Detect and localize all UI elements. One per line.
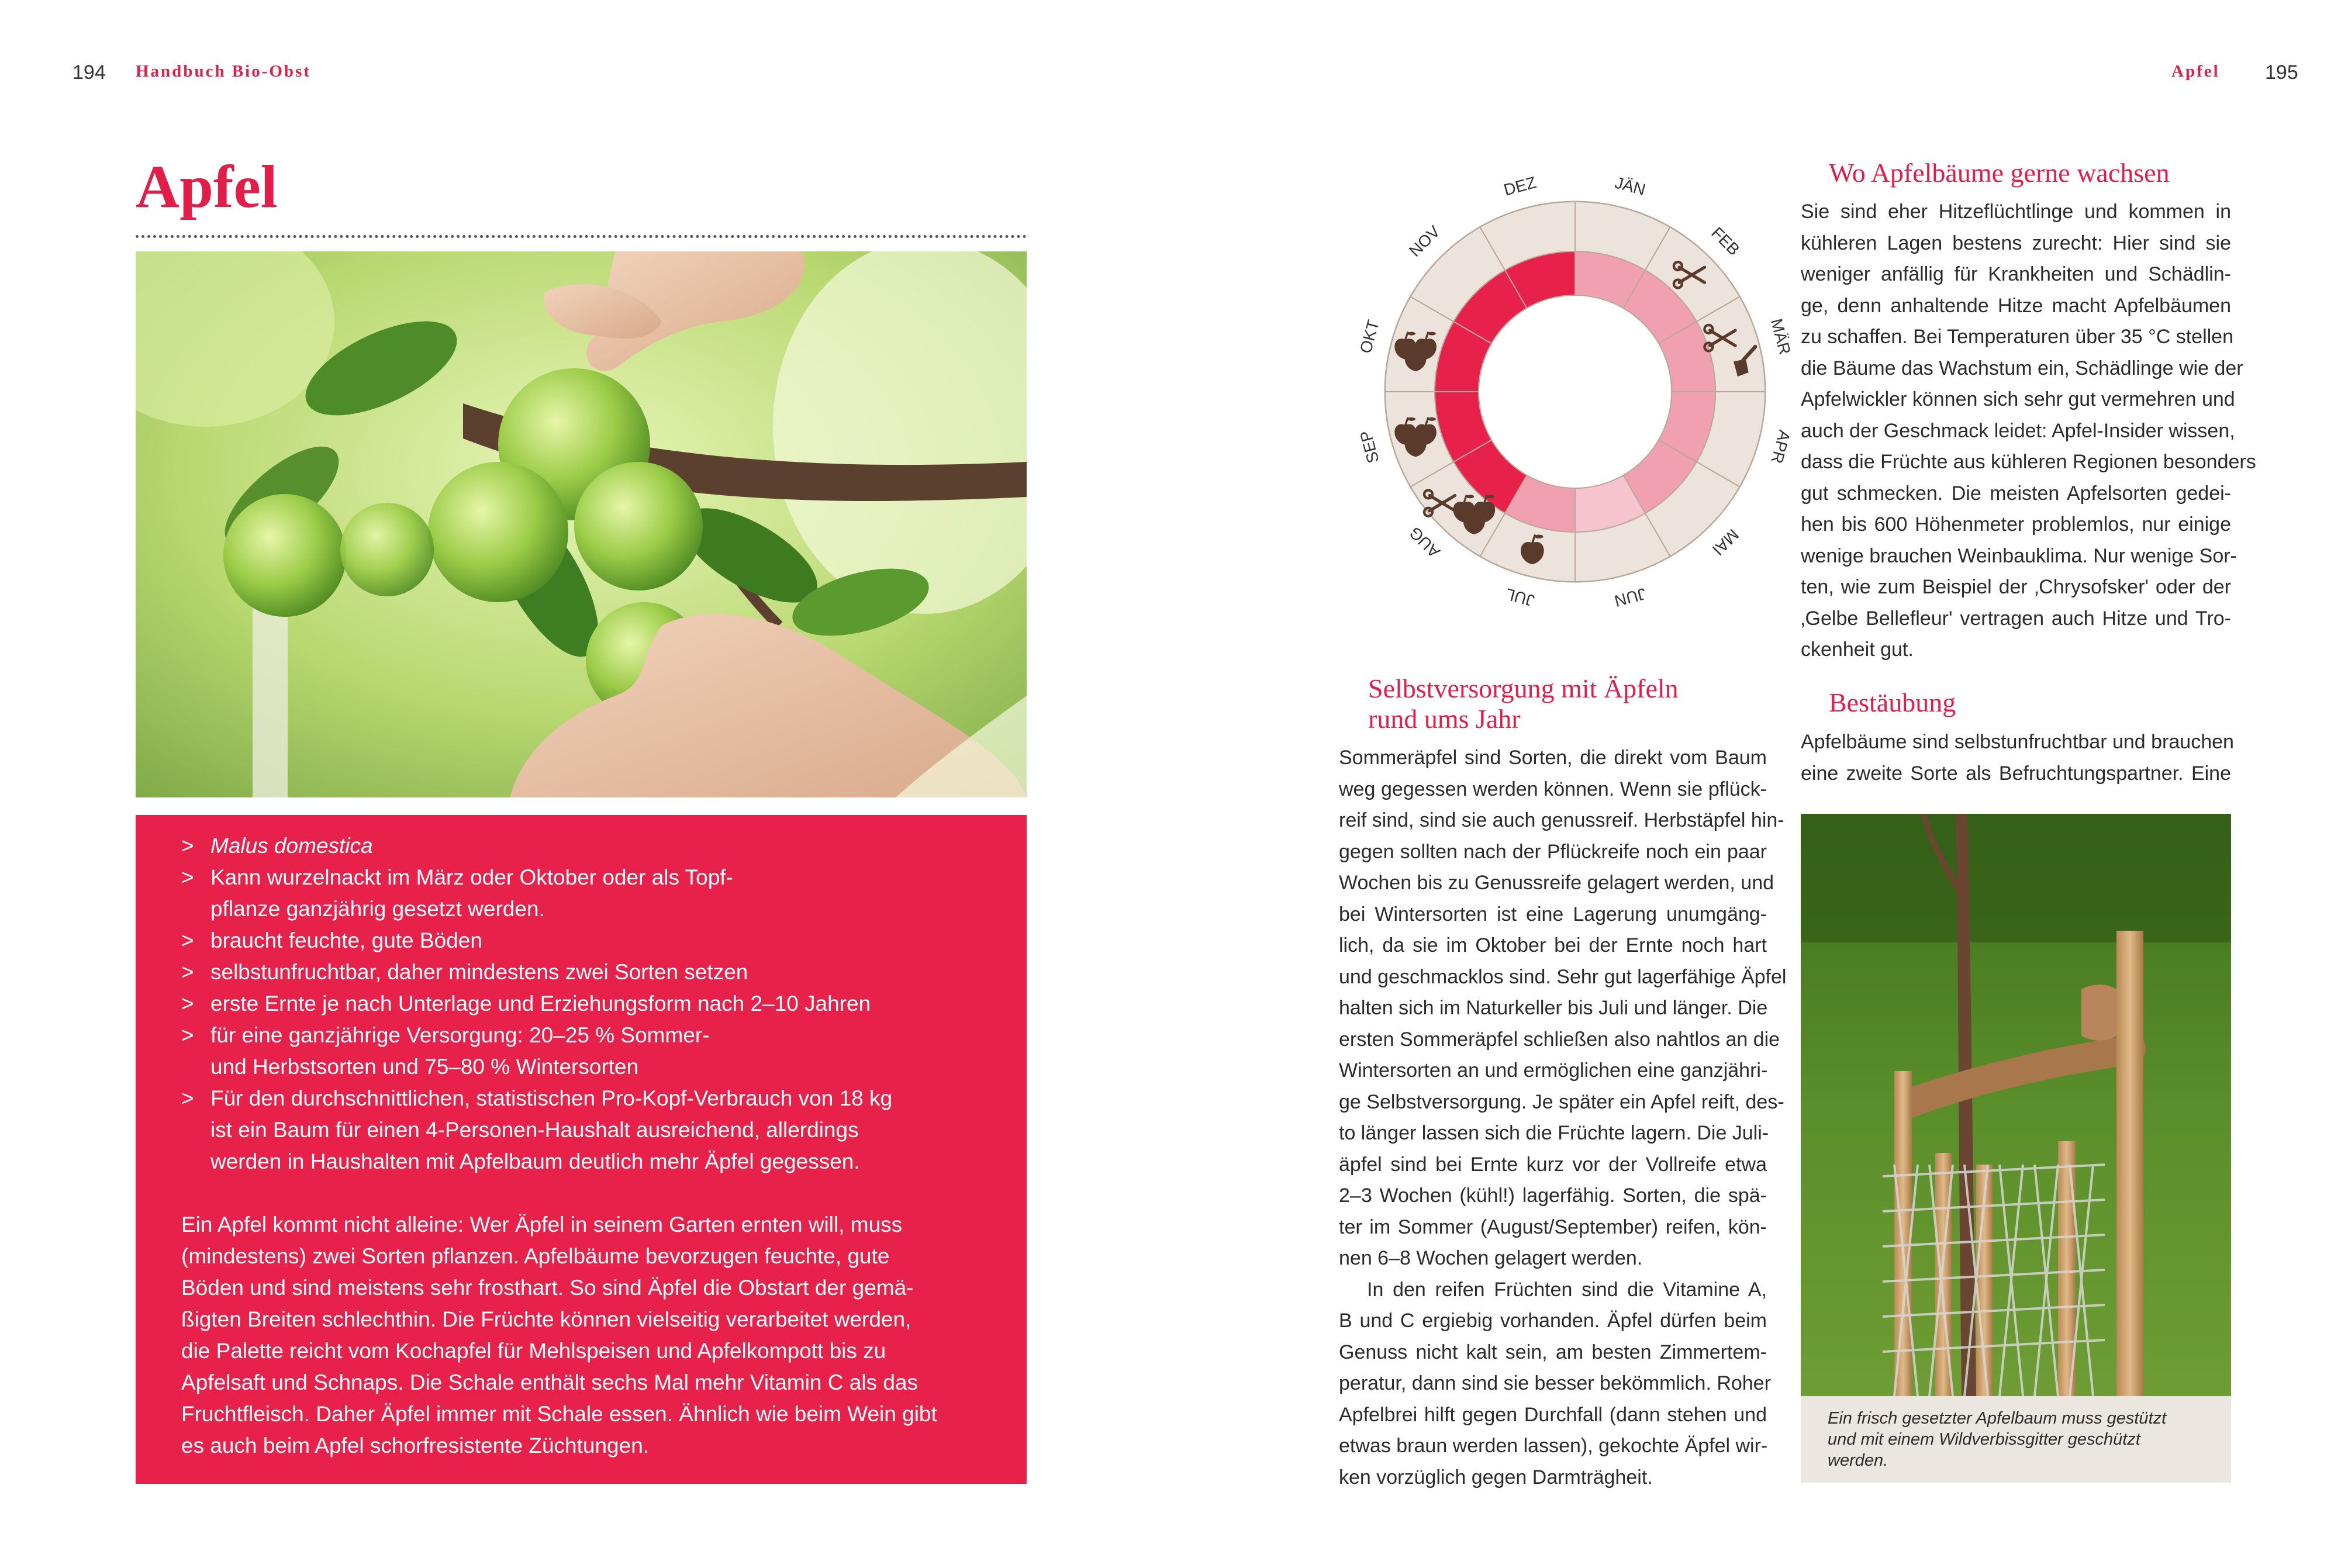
bullet-arrow-icon: > bbox=[181, 865, 194, 889]
page-title: Apfel bbox=[136, 153, 278, 220]
fact-line: erste Ernte je nach Unterlage und Erziehungsform nach 2–10 Jahren bbox=[210, 992, 871, 1016]
young-tree-photo bbox=[1801, 814, 2231, 1396]
text-line: ter im Sommer (August/September) reifen, kön- bbox=[1339, 1215, 1767, 1238]
text-line: ckenheit gut. bbox=[1801, 638, 1914, 661]
fact-line: pflanze ganzjährig gesetzt werden. bbox=[210, 897, 545, 921]
wachsen-heading: Wo Apfelbäume gerne wachsen bbox=[1829, 158, 2170, 188]
text-line: ‚Gelbe Bellefleur' vertragen auch Hitze und Tro- bbox=[1801, 607, 2231, 630]
wheel-month-label: JUL bbox=[1503, 585, 1536, 610]
text-line: ge Selbstversorgung. Je später ein Apfel reift, des- bbox=[1339, 1090, 1784, 1113]
wheel-month-label: DEZ bbox=[1501, 173, 1538, 199]
text-line: Wochen bis zu Genussreife gelagert werden, und bbox=[1339, 872, 1774, 894]
bullet-arrow-icon: > bbox=[181, 992, 194, 1016]
wheel-month-label: OKT bbox=[1356, 317, 1383, 355]
wheel-month-label: FEB bbox=[1708, 223, 1743, 259]
text-line: hen bis 600 Höhenmeter problemlos, nur einige bbox=[1801, 513, 2231, 536]
text-line: Apfelwickler können sich sehr gut vermehren und bbox=[1801, 388, 2235, 410]
seasonal-wheel bbox=[1318, 134, 1832, 649]
facts-paragraph-line: ßigten Breiten schlechthin. Die Früchte können vielseitig verarbeitet werden, bbox=[181, 1307, 911, 1331]
text-line: gut schmecken. Die meisten Apfelsorten gedei- bbox=[1801, 482, 2231, 505]
facts-paragraph bbox=[181, 1209, 992, 1462]
seasonal-wheel-graphic bbox=[1318, 134, 1832, 649]
fact-item bbox=[181, 1083, 992, 1177]
fact-item bbox=[181, 862, 992, 925]
facts-list bbox=[181, 830, 992, 1177]
wheel-month-label: MAI bbox=[1708, 525, 1743, 559]
title-dotted-rule bbox=[136, 235, 1027, 238]
text-line: und geschmacklos sind. Sehr gut lagerfähige Äpfel bbox=[1339, 965, 1787, 988]
fact-item bbox=[181, 956, 992, 988]
facts-paragraph-line: Böden und sind meistens sehr frosthart. So sind Äpfel die Obstart der gemä- bbox=[181, 1276, 914, 1300]
photo-caption bbox=[1801, 1396, 2231, 1483]
text-line: bei Wintersorten ist eine Lagerung unumgäng- bbox=[1339, 903, 1767, 925]
caption-line: Ein frisch gesetzter Apfelbaum muss gestützt bbox=[1828, 1409, 2167, 1428]
facts-paragraph-line: die Palette reicht vom Kochapfel für Mehlspeisen und Apfelkompott bis zu bbox=[181, 1339, 886, 1363]
text-line: ersten Sommeräpfel schließen also nahtlos an die bbox=[1339, 1028, 1780, 1051]
fact-line: Kann wurzelnackt im März oder Oktober oder als Topf- bbox=[210, 865, 733, 889]
text-line: Sie sind eher Hitzeflüchtlinge und kommen in bbox=[1801, 201, 2231, 223]
text-line: ten, wie zum Beispiel der ‚Chrysofsker' oder der bbox=[1801, 576, 2231, 598]
text-line: halten sich im Naturkeller bis Juli und länger. Die bbox=[1339, 997, 1768, 1019]
wheel-center bbox=[1479, 295, 1672, 488]
wheel-month-label: AUG bbox=[1406, 523, 1444, 561]
text-line: Apfelbäume sind selbstunfruchtbar und brauchen bbox=[1801, 731, 2234, 753]
selbstversorgung-text bbox=[1339, 742, 1787, 1493]
facts-paragraph-line: es auch beim Apfel schorfresistente Züchtungen. bbox=[181, 1434, 650, 1458]
text-line: weniger anfällig für Krankheiten und Schädlin- bbox=[1801, 263, 2231, 285]
wachsen-text bbox=[1801, 196, 2256, 666]
bullet-arrow-icon: > bbox=[181, 960, 194, 984]
text-line: äpfel sind bei Ernte kurz vor der Vollreife etwa bbox=[1339, 1153, 1767, 1176]
text-line: 2–3 Wochen (kühl!) lagerfähig. Sorten, die spä- bbox=[1339, 1184, 1767, 1207]
fact-item bbox=[181, 1020, 992, 1083]
wheel-month-label: SEP bbox=[1356, 429, 1383, 465]
text-line: Genuss nicht kalt sein, am besten Zimmertem- bbox=[1339, 1341, 1767, 1363]
text-line: reif sind, sind sie auch genussreif. Herbstäpfel hin- bbox=[1339, 809, 1784, 831]
fact-item bbox=[181, 988, 992, 1020]
text-line: zu schaffen. Bei Temperaturen über 35 °C stellen bbox=[1801, 326, 2233, 348]
text-line: wenige brauchen Weinbauklima. Nur wenige Sor- bbox=[1801, 544, 2237, 567]
text-line: die Bäume das Wachstum ein, Schädlinge wie der bbox=[1801, 357, 2243, 379]
fact-line: für eine ganzjährige Versorgung: 20–25 % Sommer- bbox=[210, 1023, 710, 1047]
caption-line: und mit einem Wildverbissgitter geschützt bbox=[1828, 1430, 2140, 1449]
facts-paragraph-line: Apfelsaft und Schnaps. Die Schale enthält sechs Mal mehr Vitamin C als das bbox=[181, 1370, 919, 1394]
text-line: auch der Geschmack leidet: Apfel-Insider wissen, bbox=[1801, 419, 2235, 442]
fact-line: und Herbstsorten und 75–80 % Wintersorten bbox=[210, 1055, 639, 1079]
apple-branch-photo bbox=[136, 251, 1027, 797]
text-line: In den reifen Früchten sind die Vitamine A, bbox=[1367, 1278, 1767, 1301]
text-line: Wintersorten an und ermöglichen eine ganzjähri- bbox=[1339, 1059, 1768, 1082]
text-line: to länger lassen sich die Früchte lagern. Die Juli- bbox=[1339, 1122, 1769, 1144]
wheel-month-label: NOV bbox=[1406, 222, 1444, 260]
facts-paragraph-line: (mindestens) zwei Sorten pflanzen. Apfelbäume bevorzugen feuchte, gute bbox=[181, 1244, 890, 1268]
bullet-arrow-icon: > bbox=[181, 834, 194, 858]
caption-line: werden. bbox=[1828, 1451, 1888, 1470]
facts-paragraph-line: Fruchtfleisch. Daher Äpfel immer mit Schale essen. Ähnlich wie beim Wein gibt bbox=[181, 1402, 937, 1426]
text-line: peratur, dann sind sie besser bekömmlich. Roher bbox=[1339, 1372, 1771, 1394]
wheel-month-label: JUN bbox=[1612, 584, 1648, 610]
text-line: weg gegessen werden können. Wenn sie pflück- bbox=[1339, 778, 1767, 800]
wheel-month-label: APR bbox=[1767, 428, 1794, 466]
text-line: ken vorzüglich gegen Darmträgheit. bbox=[1339, 1466, 1653, 1488]
facts-paragraph-line: Ein Apfel kommt nicht alleine: Wer Äpfel in seinem Garten ernten will, muss bbox=[181, 1213, 903, 1237]
selbstversorgung-heading-line: rund ums Jahr bbox=[1368, 704, 1521, 734]
right-running-head: Apfel bbox=[2171, 62, 2220, 81]
text-line: kühleren Lagen bestens zurecht: Hier sind sie bbox=[1801, 232, 2231, 254]
wheel-month-label: MÄR bbox=[1767, 316, 1794, 357]
fact-line: Für den durchschnittlichen, statistischen Pro-Kopf-Verbrauch von 18 kg bbox=[210, 1086, 893, 1110]
selbstversorgung-heading-line: Selbstversorgung mit Äpfeln bbox=[1368, 674, 1679, 703]
fact-line: ist ein Baum für einen 4-Personen-Haushalt ausreichend, allerdings bbox=[210, 1118, 859, 1142]
fact-item bbox=[181, 830, 992, 862]
fact-line: braucht feuchte, gute Böden bbox=[210, 928, 482, 952]
text-line: nen 6–8 Wochen gelagert werden. bbox=[1339, 1247, 1643, 1269]
text-line: eine zweite Sorte als Befruchtungspartner. Eine bbox=[1801, 762, 2231, 785]
selbstversorgung-heading bbox=[1368, 674, 1679, 734]
fact-line: werden in Haushalten mit Apfelbaum deutlich mehr Äpfel gegessen. bbox=[210, 1149, 860, 1173]
text-line: ge, denn anhaltende Hitze macht Apfelbäumen bbox=[1801, 294, 2231, 317]
text-line: B und C ergiebig vorhanden. Äpfel dürfen beim bbox=[1339, 1310, 1767, 1332]
left-running-head: Handbuch Bio-Obst bbox=[136, 62, 312, 81]
wheel-month-label: JÄN bbox=[1612, 173, 1648, 199]
bestaeubung-heading: Bestäubung bbox=[1829, 688, 1956, 717]
text-line: Sommeräpfel sind Sorten, die direkt vom Baum bbox=[1339, 747, 1767, 769]
left-page-number: 194 bbox=[72, 61, 106, 84]
fact-line: Malus domestica bbox=[210, 834, 373, 858]
bullet-arrow-icon: > bbox=[181, 1023, 194, 1047]
text-line: Apfelbrei hilft gegen Durchfall (dann stehen und bbox=[1339, 1403, 1767, 1426]
text-line: etwas braun werden lassen), gekochte Äpfel wir- bbox=[1339, 1435, 1768, 1457]
bullet-arrow-icon: > bbox=[181, 928, 194, 952]
bestaeubung-text bbox=[1801, 727, 2234, 789]
text-line: dass die Früchte aus kühleren Regionen besonders bbox=[1801, 451, 2256, 473]
fact-line: selbstunfruchtbar, daher mindestens zwei Sorten setzen bbox=[210, 960, 748, 984]
fact-item bbox=[181, 925, 992, 956]
text-line: lich, da sie im Oktober bei der Ernte noch hart bbox=[1339, 934, 1767, 956]
right-page-number: 195 bbox=[2265, 61, 2298, 84]
text-line: gegen sollten nach der Pflückreife noch ein paar bbox=[1339, 840, 1767, 863]
facts-box bbox=[136, 815, 1027, 1484]
bullet-arrow-icon: > bbox=[181, 1086, 194, 1110]
